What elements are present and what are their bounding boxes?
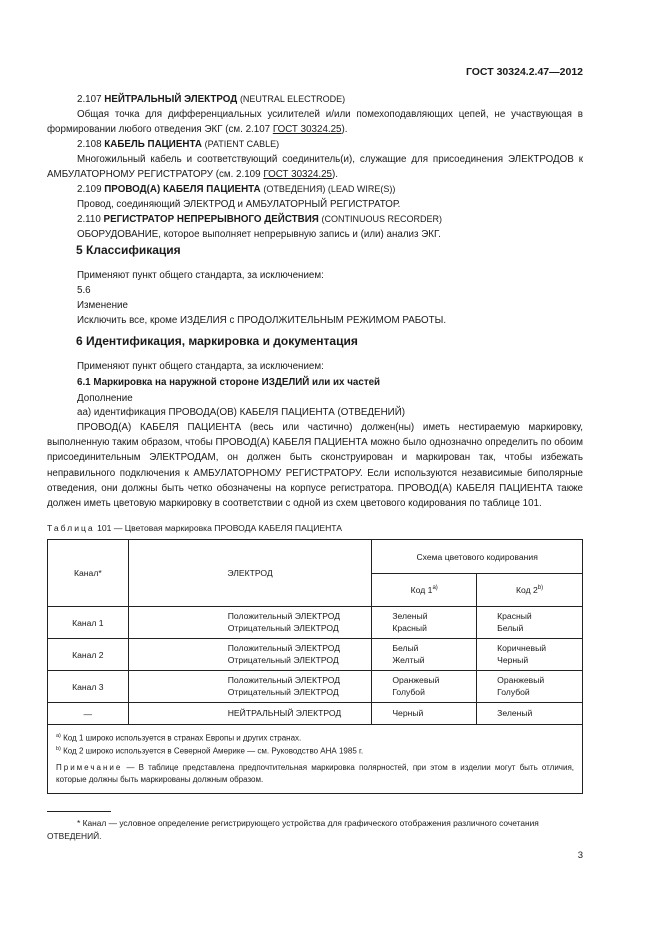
document-header-id: ГОСТ 30324.2.47—2012 [465,66,583,78]
def-term: ПРОВОД(А) КАБЕЛЯ ПАЦИЕНТА [104,184,261,195]
channel-cell: Канал 3 [48,671,129,703]
channel-cell: Канал 2 [48,639,129,671]
section-5-intro: Применяют пункт общего стандарта, за исключением: [77,270,324,281]
def-number: 2.109 [77,184,102,195]
code-2-cell: Коричневый Черный [477,639,583,671]
section-5-change-text: Исключить все, кроме ИЗДЕЛИЯ с ПРОДОЛЖИТЕЛЬНЫМ РЕЖИМОМ РАБОТЫ. [77,315,447,326]
code-2-cell: Красный Белый [477,607,583,639]
code-1-cell: Оранжевый Голубой [372,671,477,703]
definition-2-108-text: Многожильный кабель и соответствующий соединитель(и), служащие для присоединения ЭЛЕКТРОДОВ к АМБУЛАТОРНОМУ РЕГИСТРАТОРУ (см. 2.109 ГОСТ 30324.25). [47,154,583,181]
electrode-cell: Положительный ЭЛЕКТРОД Отрицательный ЭЛЕКТРОД [128,639,372,671]
section-5-heading: 5 Классификация [76,243,181,257]
code-1-cell: Черный [372,703,477,725]
table-row [48,607,583,639]
section-6-heading: 6 Идентификация, маркировка и документация [76,334,358,348]
def-english: (CONTINUOUS RECORDER) [321,214,443,224]
section-6-intro: Применяют пункт общего стандарта, за исключением: [77,361,324,372]
table-caption: Таблица 101 — Цветовая маркировка ПРОВОДА КАБЕЛЯ ПАЦИЕНТА [47,523,343,533]
section-6-item-aa: аа) идентификация ПРОВОДА(ОВ) КАБЕЛЯ ПАЦИЕНТА (ОТВЕДЕНИЙ) [77,407,405,418]
color-coding-table [47,539,583,794]
electrode-cell: НЕЙТРАЛЬНЫЙ ЭЛЕКТРОД [128,703,372,725]
definition-2-107-title [47,92,583,107]
gost-link[interactable]: ГОСТ 30324.25 [272,124,342,136]
code-2-cell: Зеленый [477,703,583,725]
def-term: НЕЙТРАЛЬНЫЙ ЭЛЕКТРОД [104,94,238,105]
table-remark: Примечание — В таблице представлена предпочтительная маркировка полярностей, при этом в изделии могут быть отличия, которые должны быть маркированы должным образом. [56,763,574,784]
electrode-cell: Положительный ЭЛЕКТРОД Отрицательный ЭЛЕКТРОД [128,607,372,639]
def-english: (NEUTRAL ELECTRODE) [239,94,346,104]
footnote: * Канал — условное определение регистрирующего устройства для графического отображения различного сочетания ОТВЕДЕНИЙ. [47,818,539,841]
section-5-change-label: Изменение [77,300,128,311]
header-code-2: Код 2$^{b)}$ [477,574,583,607]
subsection-6-1-heading: 6.1 Маркировка на наружной стороне ИЗДЕЛИЙ или их частей [77,377,381,388]
def-english: (ОТВЕДЕНИЯ) (LEAD WIRE(S)) [263,184,396,194]
gost-link[interactable]: ГОСТ 30324.25 [263,169,333,181]
definition-2-107-text: Общая точка для дифференциальных усилителей и/или помехоподавляющих цепей, не участвующая в формировании любого отведения ЭКГ (см. 2.107 ГОСТ 30324.25). [47,109,583,136]
definition-2-109-title [47,182,583,197]
table-notes-row [48,725,583,794]
section-6-addition-label: Дополнение [77,393,133,404]
header-channel: Канал* [48,540,129,607]
note-b: $^{b)}$ Код 2 широко используется в Северной Америке — см. Руководство АНА 1985 г. [56,746,364,756]
definition-2-109-text: Провод, соединяющий ЭЛЕКТРОД и АМБУЛАТОРНЫЙ РЕГИСТРАТОР. [77,199,401,210]
def-english: (PATIENT CABLE) [204,139,280,149]
channel-cell: — [48,703,129,725]
page-number: 3 [577,850,583,861]
header-code-1: Код $1^{а)}$ [372,574,477,607]
definition-2-108-title [47,137,583,152]
code-1-cell: Зеленый Красный [372,607,477,639]
table-row [48,703,583,725]
table-row [48,671,583,703]
section-5-clause: 5.6 [77,285,91,296]
table-row [48,639,583,671]
def-number: 2.110 [77,214,101,225]
footnote-divider [47,811,111,812]
table-notes [48,725,583,794]
def-term: КАБЕЛЬ ПАЦИЕНТА [104,139,202,150]
note-a: $^{а)}$ Код 1 широко используется в странах Европы и других странах. [56,733,302,743]
code-2-cell: Оранжевый Голубой [477,671,583,703]
header-scheme: Схема цветового кодирования [372,540,583,574]
definition-2-110-title [47,212,583,227]
code-1-cell: Белый Желтый [372,639,477,671]
header-electrode: ЭЛЕКТРОД [128,540,372,607]
def-number: 2.108 [77,139,102,150]
channel-cell: Канал 1 [48,607,129,639]
definition-2-110-text: ОБОРУДОВАНИЕ, которое выполняет непрерывную запись и (или) анализ ЭКГ. [77,229,441,240]
def-term: РЕГИСТРАТОР НЕПРЕРЫВНОГО ДЕЙСТВИЯ [103,214,319,225]
electrode-cell: Положительный ЭЛЕКТРОД Отрицательный ЭЛЕКТРОД [128,671,372,703]
section-6-body: ПРОВОД(А) КАБЕЛЯ ПАЦИЕНТА (весь или частично) должен(ны) иметь нестираемую маркировку, выполненную таким образом, чтобы ПРОВОД(А) КАБЕЛЯ ПАЦИЕНТА можно было однозначно определить по обоим присоединительным ЭЛЕКТРОДАМ, он должен быть сконструирован и маркирован так, чтобы избежать неправильного подключения к АМБУЛАТОРНОМУ РЕГИСТРАТОРУ. Если используются независимые биполярные отведения, они должны быть четко обозначены на корпусе регистратора. ПРОВОД(А) КАБЕЛЯ ПАЦИЕНТА также должен иметь цветовую маркировку в соответствии с одной из схем цветового кодирования по таблице 101. [47,422,583,510]
def-number: 2.107 [77,94,102,105]
